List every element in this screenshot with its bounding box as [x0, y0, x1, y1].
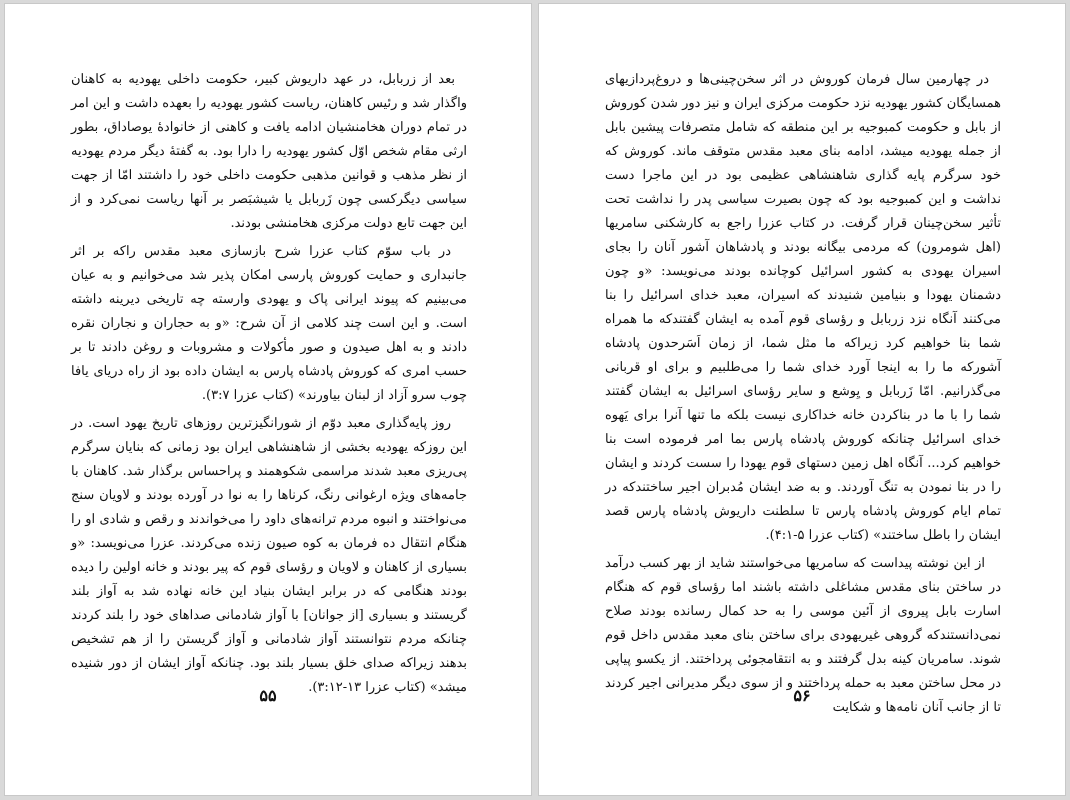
paragraph: در چهارمین سال فرمان کوروش در اثر سخن‌چینی‌ها و دروغ‌پردازیهای همسایگان کشور یهودیه نزد حکومت مرکزی ایران و نیز دور شدن کوروش از بابل و حکومت کمبوجیه بر این منطقه که شامل متصرفات پیشین بابل از جمله یهودیه میشد، ادامه بنای معبد مقدس متوقف ماند. کوروش که خود سرگرم پایه گذاری شاهنشاهی عظیمی بود در این ماجرا دست نداشت و این کمبوجیه بود که چون بصیرت سیاسی پدر را نداشت تحت تأثیر سخن‌چینان قرار گرفت. در کتاب عزرا راجع به کارشکنی سامریها (اهل شومرون) که مردمی بیگانه بودند و پادشاهان آشور آنان را بجای اسیران یهودی به کشور اسرائیل کوچانده بودند می‌نویسد: «و چون دشمنان یهودا و بنیامین شنیدند که اسیران، معبد خدای اسرائیل را بنا می‌کنند آنگاه نزد زربابل و رؤسای قوم آمده به ایشان گفتندکه ما همراه شما بنا خواهیم کرد زیراکه ما مثل شما، از زمان اَسَرحدون پادشاه آشورکه ما را به اینجا آورد خدای شما را می‌طلبیم و برای او قربانی می‌گذرانیم. امّا زَربابل و یِوشع و سایر رؤسای اسرائیل به ایشان گفتند شما را با ما در بناکردن خانه خداکاری نیست بلکه ما تنها آنرا برای یَهوه خدای اسرائیل چنانکه کوروش پادشاه پارس بما امر فرموده است بنا خواهیم کرد... آنگاه اهل زمین دستهای قوم یهودا را سست کردند و ایشان را در بنا نمودن به تنگ آوردند. و به ضد ایشان مُدبران اجیر ساختندکه در تمام ایام کوروش پادشاه پارس تا سلطنت داریوش پادشاه پارس قصد ایشان را باطل ساختند» (کتاب عزرا ۵-۴:۱).	[605, 72, 1001, 543]
paragraph: از این نوشته پیداست که سامریها می‌خواستند شاید از بهر کسب درآمد در ساختن بنای مقدس مشاغلی داشته باشند اما رؤسای قوم که هنگام اسارت بابل پیروی از آئین موسی را به حد کمال رسانده بودند صلاح نمی‌دانستندکه گروهی غیریهودی برای ساختن بنای معبد مقدس داخل قوم شوند. سامریان کینه بدل گرفتند و به انتقامجوئی پرداختند. از یکسو پیاپی در محل ساختن معبد به حمله پرداختند و از سوی دیگر مدیرانی اجیر کردند تا از جانب آنان نامه‌ها و شکایت	[605, 556, 1001, 715]
paragraph: بعد از زربابل، در عهد داریوش کبیر، حکومت داخلی یهودیه به کاهنان واگذار شد و رئیس کاهنان، ریاست کشور یهودیه را بعهده داشت و این امر در تمام دوران هخامنشیان ادامه یافت و کاهنی از خانوادۀ یوصاداق، بطور ارثی مقام شخص اوّل کشور یهودیه را دارا بود. به گفتۀ دیگر مردم یهودیه از نظر مذهب و قوانین مذهبی حکومت داخلی خود را داشتند امّا از جهت سیاسی دیگرکسی چون زَربابل یا شیشبَصر بر آنها ریاست نمی‌کرد و از این جهت تابع دولت مرکزی هخامنشی بودند.	[71, 72, 467, 231]
paragraph: روز پایه‌گذاری معبد دوّم از شورانگیزترین روزهای تاریخ یهود است. در این روزکه یهودیه بخشی از شاهنشاهی ایران بود زمانی که بنایان سرگرم پی‌ریزی معبد شدند مراسمی شکوهمند و پراحساس برگذار شد. کاهنان با جامه‌های ویژه ارغوانی رنگ، کرناها را به نوا در آورده بودند و لاویان سنج می‌نواختند و انبوه مردم ترانه‌های داود را می‌خواندند و رقص و شادی او را هنگام انتقال ده فرمان به کوه صیون زنده می‌کردند. عزرا می‌نویسد: «و بسیاری از کاهنان و لاویان و رؤسای قوم که پیر بودند و خانه اولین را دیده بودند هنگامی که در برابر ایشان بنیاد این خانه نهاده شد به آواز بلند گریستند و بسیاری [از جوانان] با آواز شادمانی صداهای خود را بلند کردند چنانکه مردم نتوانستند آواز شادمانی و آواز گریستن را از هم تشخیص بدهند زیراکه صدای خلق بسیار بلند بود. چنانکه آواز ایشان از دور شنیده میشد» (کتاب عزرا ۱۳-۳:۱۲).	[71, 416, 467, 695]
right-page-text	[605, 68, 1001, 724]
left-page	[4, 3, 532, 796]
page-number: ۵۶	[793, 686, 811, 705]
right-page	[538, 3, 1066, 796]
left-page-text	[71, 68, 467, 704]
page-number: ۵۵	[259, 686, 277, 705]
paragraph: در باب سوّم کتاب عزرا شرح بازسازی معبد مقدس راکه بر اثر جانبداری و حمایت کوروش پارسی امکان پذیر شد می‌خوانیم و به عیان می‌بینیم که پیوند ایرانی پاک و یهودی وارسته چه تاریخی دیرینه داشته است. و این است چند کلامی از آن شرح: «و به حجاران و نجاران نقره دادند و به اهل صیدون و صور مأکولات و مشروبات و روغن دادند تا بر حسب امری که کوروش پادشاه پارس به ایشان داده بود از راه دریای یافا چوب سرو آزاد از لبنان بیاورند» (کتاب عزرا ۳:۷).	[71, 244, 467, 403]
